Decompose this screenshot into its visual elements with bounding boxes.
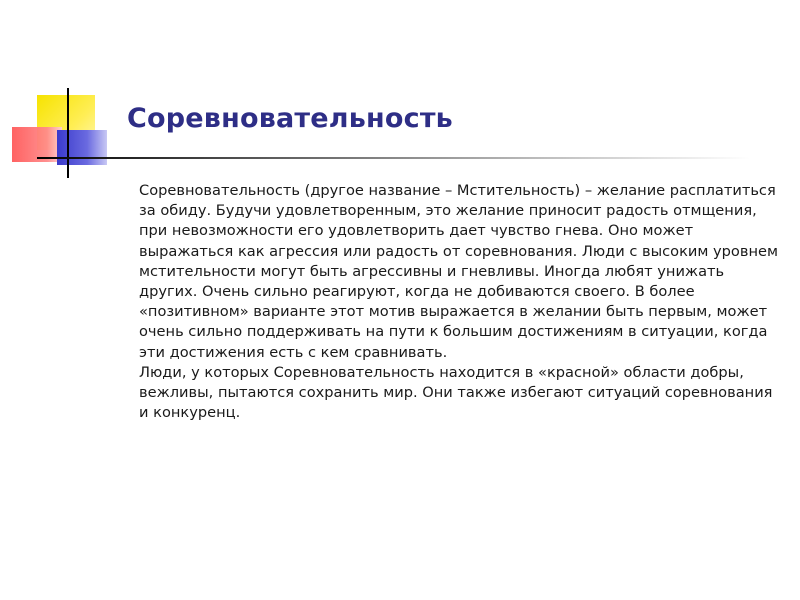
slide-body (139, 181, 779, 423)
title-underline (37, 157, 750, 159)
decor-blue-rectangle (57, 130, 107, 165)
slide-title: Соревновательность (127, 103, 453, 134)
body-paragraph-1: Соревновательность (другое название – Мстительность) – желание расплатиться за обиду. Будучи удовлетворенным, это желание приносит радость отмщения, при невозможности его удовлетворить дает чувство гнева. Оно может выражаться как агрессия или радость от соревнования. Люди с высоким уровнем мстительности могут быть агрессивны и гневливы. Иногда любят унижать других. Очень сильно реагируют, когда не добиваются своего. В более «позитивном» варианте этот мотив выражается в желании быть первым, может очень сильно поддерживать на пути к большим достижениям в ситуации, когда эти достижения есть с кем сравнивать. (139, 182, 778, 361)
body-paragraph-2: Люди, у которых Соревновательность находится в «красной» области добры, вежливы, пытаются сохранить мир. Они также избегают ситуаций соревнования и конкуренц. (139, 363, 773, 422)
decor-vertical-line (67, 88, 69, 178)
